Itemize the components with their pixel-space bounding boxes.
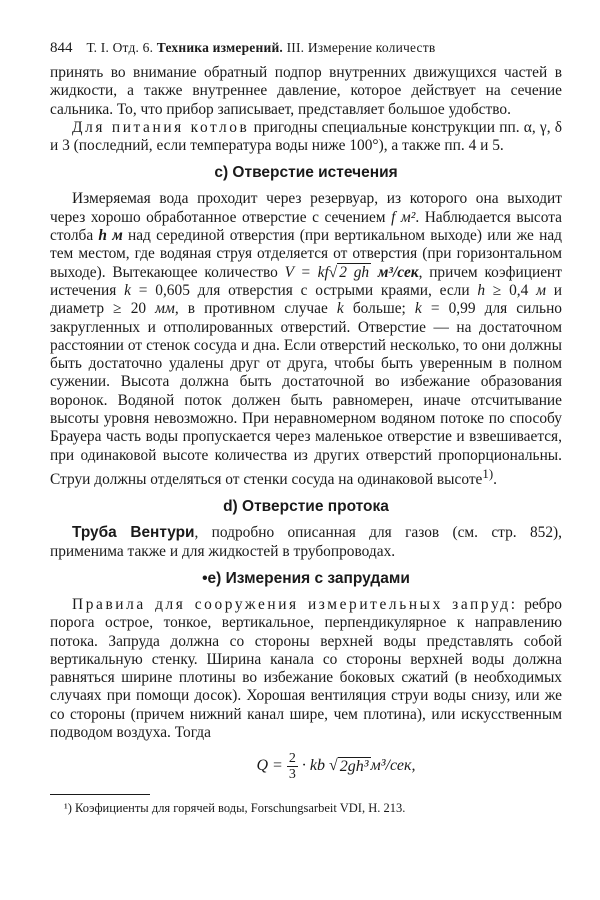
page-number: 844 [50,40,73,56]
intro-paragraph-1: принять во внимание обратный подпор внутренних движущихся частей в жидкости, а также внутреннее давление, которое действует на сечение сальника. То, что прибор записывает, представляет большое удобство. [50,64,562,118]
running-title: Т. I. Отд. 6. Техника измерений. III. Измерение количеств [86,40,436,55]
formula-fraction: $\frac{2}{3}$ [288,750,296,782]
discharge-formula: V = kf√ 2 gh м³/сек [284,263,419,281]
footnote-reference[interactable]: 1) [482,466,494,481]
intro-paragraph-2: Для питания котлов пригодны специальные конструкции пп. α, γ, δ и 3 (последний, если температура воды ниже 100°), а также пп. 4 и 5. [50,118,563,155]
boiler-feed-term: Для питания котлов [72,118,250,136]
running-header [50,40,562,64]
weir-formula: Q = $\frac{2}{3}$ · kb √ 2gh³ м³/сек, [256,750,416,782]
section-e-paragraph: Правила для сооружения измерительных запруд: ребро порога острое, тонкое, вертикальное, перпендикулярное к направлению потока. Запруда должна со стороны верхней воды представлять собой вертикальную стенку. Ширина канала со стороны верхней воды должна равняться ширине плотины во избежание боковых сжатий (в необходимых случаях при помощи досок). Хорошая вентиляция струи воды снизу, или же со стороны (причем нижний канал шире, чем плотина), или искусственным подводом воздуха. Тогда [50,595,562,742]
section-d-paragraph: Труба Вентури, подробно описанная для газов (см. стр. 852), применима также и для жидкостей в трубопроводах. [50,524,562,560]
section-c-heading: c) Отверстие истечения [214,164,398,182]
section-e-heading: •e) Измерения с запрудами [202,569,410,587]
weir-rules-term: Правила для сооружения измерительных запруд: [72,595,518,613]
footnote: ¹) Коэфициенты для горячей воды, Forschungsarbeit VDI, H. 213. [64,801,406,816]
footnote-divider [50,794,150,795]
section-d-heading: d) Отверстие протока [223,498,389,516]
venturi-term: Труба Вентури [72,524,195,542]
section-c-paragraph: Измеряемая вода проходит через резервуар, из которого она выходит через хорошо обработанное отверстие с сечением f м². Наблюдается высота столба h м над серединой отверстия (при вертикальном выходе) или же над тем местом, где водяная струя отделяется от отверстия (при горизонтальном выходе). Вытекающее количество V = kf√ 2 gh м³/сек, причем коэфициент истечения k = 0,605 для отверстия с острыми краями, если h ≥ 0,4 м и диаметр ≥ 20 мм, в противном случае k больше; k = 0,99 для сильно закругленных и отполированных отверстий. Отверстие — на достаточном расстоянии от стенок сосуда и дна. Если отверстий несколько, то они должны быть достаточно удалены друг от друга, чтобы быть уверенным в полном сужении. Высота должна быть достаточной во избежание образования воронок. Водяной поток должен быть равномерен, иначе отсчитывание высоты уровня невозможно. При неравномерном водяном потоке по способу Брауера часть воды пропускается через маленькое отверстие и взвешивается, при одинаковой высоте количества из других отверстий пропорциональны. Струи должны отделяться от стенки сосуда на одинаковой высоте$^{1)}$. [50,190,563,489]
document-page [50,40,562,816]
